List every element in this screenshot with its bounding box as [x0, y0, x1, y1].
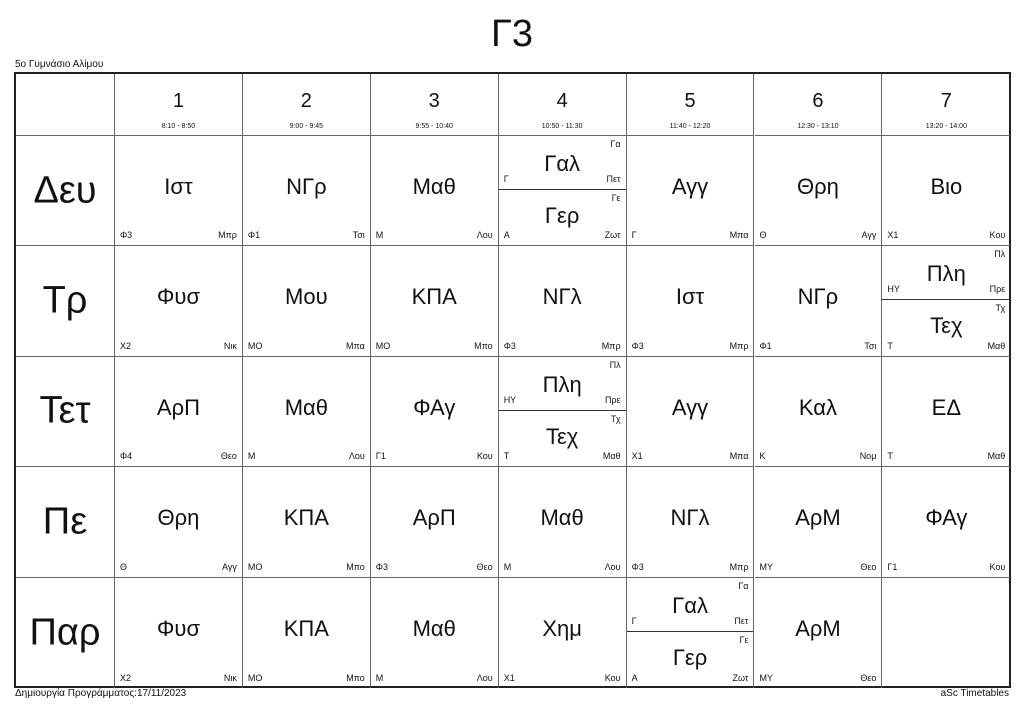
lesson-group — [882, 300, 1010, 355]
teacher-code: Κου — [989, 561, 1006, 572]
lesson-cell — [755, 246, 883, 356]
lesson-cell — [243, 136, 371, 246]
room-code: Φ3 — [375, 561, 388, 572]
page-title: Γ3 — [490, 13, 534, 55]
subject-name: ΦΑγ — [925, 505, 968, 531]
room-code: Φ1 — [247, 230, 261, 241]
group-code: Πλ — [994, 249, 1006, 260]
room-code: Α — [631, 672, 638, 683]
teacher-code: Θεο — [220, 451, 237, 462]
period-time: 13:20 - 14:00 — [925, 123, 967, 130]
teacher-code: Θεο — [860, 561, 877, 572]
room-code: Χ1 — [887, 230, 899, 241]
lesson-cell — [115, 467, 243, 577]
subject-name: Τεχ — [930, 313, 963, 339]
lesson-cell — [243, 467, 371, 577]
day-header — [16, 357, 115, 467]
lesson-group — [627, 632, 754, 688]
teacher-code: Αγγ — [222, 561, 237, 572]
lesson-group — [499, 190, 626, 245]
period-number: 6 — [812, 90, 824, 112]
school-name: 5ο Γυμνάσιο Αλίμου — [15, 59, 104, 70]
lesson-cell — [115, 578, 243, 688]
subject-name: ΚΠΑ — [283, 615, 329, 641]
subject-name: Καλ — [798, 394, 837, 420]
subject-name: ΝΓρ — [797, 284, 839, 310]
period-number: 1 — [172, 90, 184, 112]
room-code: ΜΥ — [759, 672, 773, 683]
subject-name: ΕΔ — [931, 394, 962, 420]
subject-name: Μαθ — [540, 505, 584, 531]
room-code: ΗΥ — [503, 394, 517, 405]
teacher-code: Μπρ — [601, 340, 621, 351]
room-code: Γ1 — [375, 451, 386, 462]
subject-name: Βιο — [930, 174, 963, 199]
period-header — [243, 74, 371, 136]
room-code: Γ1 — [887, 561, 898, 572]
day-label: Τρ — [42, 279, 88, 322]
room-code: ΜΥ — [759, 561, 773, 572]
subject-name: Τεχ — [545, 423, 579, 449]
teacher-code: Ζωτ — [604, 230, 621, 241]
teacher-code: Τσι — [864, 340, 877, 351]
subject-name: Θρη — [797, 174, 839, 199]
teacher-code: Λου — [604, 561, 621, 572]
period-time: 11:40 - 12:20 — [669, 123, 711, 130]
software-credit: aSc Timetables — [940, 688, 1009, 699]
subject-name: Γαλ — [672, 592, 708, 618]
subject-name: Αγγ — [671, 394, 709, 420]
lesson-cell — [882, 357, 1010, 467]
subject-name: Πλη — [926, 261, 966, 287]
lesson-cell — [627, 357, 755, 467]
group-code: Γα — [738, 580, 749, 591]
subject-name: ΑρΜ — [795, 615, 841, 641]
subject-name: ΑρΜ — [795, 505, 841, 531]
teacher-code: Λου — [476, 230, 493, 241]
day-label: Τετ — [39, 389, 91, 432]
room-code: Φ1 — [759, 340, 772, 351]
room-code: Τ — [503, 451, 510, 462]
room-code: Χ1 — [631, 451, 643, 462]
period-number: 2 — [300, 90, 312, 112]
subject-name: Πλη — [542, 371, 582, 397]
lesson-cell — [499, 246, 627, 356]
corner-cell — [16, 74, 115, 136]
period-time: 8:10 - 8:50 — [161, 123, 196, 130]
room-code: Τ — [887, 340, 893, 351]
period-time: 12:30 - 13:10 — [797, 123, 839, 130]
lesson-group — [627, 578, 754, 632]
teacher-code: Νικ — [223, 672, 237, 683]
subject-name: Θρη — [157, 505, 200, 531]
room-code: Θ — [759, 230, 767, 241]
room-code: Γ — [631, 230, 637, 241]
subject-name: Μαθ — [412, 174, 456, 199]
room-code: Φ3 — [631, 340, 644, 351]
teacher-code: Θεο — [476, 561, 493, 572]
period-header — [755, 74, 883, 136]
period-number: 3 — [428, 90, 440, 112]
subject-name: Γερ — [672, 644, 708, 670]
teacher-code: Κου — [989, 230, 1006, 241]
day-header — [16, 136, 115, 246]
timetable-grid — [14, 72, 1011, 688]
lesson-cell — [882, 136, 1010, 246]
teacher-code: Μπα — [729, 451, 749, 462]
teacher-code: Θεο — [860, 672, 877, 683]
teacher-code: Μπρ — [218, 230, 237, 241]
creation-date: Δημιουργία Προγράμματος:17/11/2023 — [15, 688, 187, 699]
subject-name: Ιστ — [164, 174, 193, 199]
teacher-code: Ζωτ — [732, 672, 749, 683]
teacher-code: Τσι — [352, 230, 365, 241]
teacher-code: Πετ — [606, 174, 621, 184]
room-code: Γ — [631, 615, 637, 626]
teacher-code: Μπα — [729, 230, 749, 241]
lesson-cell — [243, 357, 371, 467]
period-header — [882, 74, 1010, 136]
room-code: Θ — [120, 561, 128, 572]
lesson-cell — [499, 136, 627, 246]
subject-name: Φυσ — [156, 615, 201, 641]
group-code: Γε — [739, 634, 749, 645]
lesson-cell — [882, 578, 1010, 688]
subject-name: ΝΓρ — [286, 174, 327, 199]
teacher-code: Μπρ — [729, 561, 749, 572]
lesson-cell — [627, 578, 755, 688]
group-code: Γα — [610, 139, 621, 149]
subject-name: Γερ — [544, 203, 580, 228]
teacher-code: Μαθ — [987, 340, 1006, 351]
subject-name: Μαθ — [412, 615, 456, 641]
teacher-code: Νικ — [223, 340, 237, 351]
lesson-group — [499, 357, 626, 411]
group-code: Τχ — [995, 303, 1006, 314]
lesson-cell — [371, 136, 499, 246]
teacher-code: Μπα — [345, 340, 365, 351]
lesson-group — [882, 246, 1010, 300]
teacher-code: Μαθ — [602, 451, 621, 462]
teacher-code: Μπο — [346, 561, 365, 572]
teacher-code: Μπο — [474, 340, 493, 351]
teacher-code: Λου — [476, 672, 493, 683]
lesson-cell — [627, 467, 755, 577]
lesson-cell — [882, 467, 1010, 577]
period-header — [499, 74, 627, 136]
subject-name: Φυσ — [156, 284, 201, 310]
room-code: ΜΟ — [247, 672, 263, 683]
subject-name: ΦΑγ — [413, 394, 456, 420]
day-label: Πε — [42, 500, 88, 543]
lesson-cell — [115, 136, 243, 246]
room-code: Χ2 — [120, 672, 132, 683]
lesson-cell — [371, 246, 499, 356]
teacher-code: Κου — [604, 672, 621, 683]
room-code: Κ — [759, 451, 766, 462]
teacher-code: Πετ — [734, 615, 749, 626]
period-time: 9:00 - 9:45 — [289, 123, 324, 130]
subject-name: Γαλ — [544, 151, 581, 176]
lesson-cell — [499, 578, 627, 688]
lesson-cell — [371, 357, 499, 467]
room-code: Μ — [375, 672, 384, 683]
subject-name: Μου — [285, 284, 328, 310]
subject-name: Μαθ — [284, 394, 328, 420]
period-header — [371, 74, 499, 136]
lesson-cell — [755, 357, 883, 467]
lesson-cell — [115, 246, 243, 356]
lesson-cell — [243, 246, 371, 356]
lesson-cell — [755, 578, 883, 688]
room-code: ΗΥ — [887, 284, 900, 295]
room-code: Χ2 — [120, 340, 132, 351]
period-time: 10:50 - 11:30 — [541, 123, 583, 130]
teacher-code: Λου — [348, 451, 365, 462]
room-code: Φ3 — [120, 230, 133, 241]
period-number: 4 — [556, 90, 568, 112]
subject-name: ΚΠΑ — [411, 284, 457, 310]
group-code: Τχ — [610, 413, 621, 424]
lesson-cell — [627, 246, 755, 356]
room-code: ΜΟ — [247, 561, 263, 572]
lesson-cell — [499, 357, 627, 467]
room-code: Φ3 — [503, 340, 516, 351]
day-header — [16, 467, 115, 577]
room-code: Μ — [247, 451, 256, 462]
teacher-code: Κου — [476, 451, 493, 462]
lesson-cell — [499, 467, 627, 577]
period-time: 9:55 - 10:40 — [415, 123, 453, 130]
room-code: ΜΟ — [375, 340, 391, 351]
subject-name: Αγγ — [671, 174, 709, 199]
lesson-cell — [755, 136, 883, 246]
subject-name: ΚΠΑ — [283, 505, 329, 531]
teacher-code: Πρε — [604, 394, 621, 405]
teacher-code: Αγγ — [861, 230, 877, 241]
room-code: Φ4 — [120, 451, 133, 462]
teacher-code: Μπρ — [729, 340, 749, 351]
subject-name: ΑρΠ — [412, 505, 456, 531]
teacher-code: Μαθ — [987, 451, 1006, 462]
subject-name: Ιστ — [675, 284, 705, 310]
room-code: Γ — [503, 174, 509, 184]
room-code: Μ — [503, 561, 512, 572]
lesson-group — [499, 136, 626, 190]
subject-name: Χημ — [542, 615, 582, 641]
lesson-cell — [371, 578, 499, 688]
teacher-code: Νομ — [859, 451, 877, 462]
subject-name: ΑρΠ — [156, 394, 200, 420]
subject-name: ΝΓλ — [542, 284, 582, 310]
period-number: 7 — [940, 90, 952, 112]
lesson-cell — [115, 357, 243, 467]
room-code: Μ — [375, 230, 384, 241]
day-label: Παρ — [29, 611, 101, 654]
teacher-code: Πρε — [989, 284, 1006, 295]
room-code: Α — [503, 230, 510, 241]
room-code: ΜΟ — [247, 340, 263, 351]
period-header — [115, 74, 243, 136]
lesson-cell — [882, 246, 1010, 356]
lesson-group — [499, 411, 626, 466]
group-code: Πλ — [609, 359, 621, 370]
lesson-cell — [371, 467, 499, 577]
subject-name: ΝΓλ — [670, 505, 710, 531]
day-header — [16, 578, 115, 688]
teacher-code: Μπο — [346, 672, 365, 683]
lesson-cell — [243, 578, 371, 688]
day-label: Δευ — [33, 169, 97, 212]
period-number: 5 — [684, 90, 696, 112]
room-code: Φ3 — [631, 561, 644, 572]
period-header — [627, 74, 755, 136]
lesson-cell — [755, 467, 883, 577]
group-code: Γε — [611, 193, 621, 203]
day-header — [16, 246, 115, 356]
room-code: Χ1 — [503, 672, 515, 683]
room-code: Τ — [887, 451, 893, 462]
lesson-cell — [627, 136, 755, 246]
